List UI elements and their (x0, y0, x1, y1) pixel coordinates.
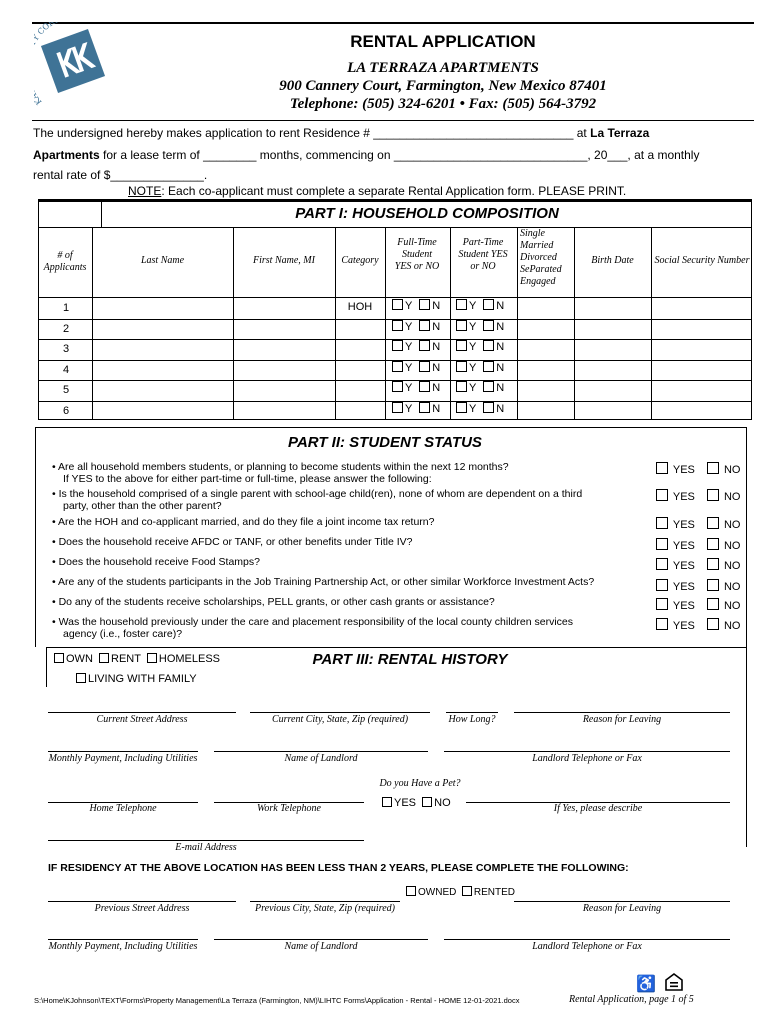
yes-checkbox[interactable] (656, 579, 668, 591)
no-checkbox[interactable] (707, 538, 719, 550)
n-label: N (432, 300, 441, 312)
part3-title: PART III: RENTAL HISTORY (312, 651, 508, 668)
current-city-label: Current City, State, Zip (required) (271, 714, 409, 725)
y-label: Y (469, 402, 477, 415)
n-label: N (432, 382, 441, 394)
col-last-name: Last Name (140, 255, 185, 266)
current-city-input[interactable] (250, 712, 430, 713)
yes-no-row-1 (656, 462, 740, 476)
y-label: Y (405, 320, 413, 333)
intro-line-1: The undersigned hereby makes application to rent Residence # ______________________________ at La Terraza (33, 126, 650, 140)
no-label: NO (723, 560, 741, 572)
yes-label: YES (672, 464, 695, 476)
row-number: 5 (62, 384, 70, 396)
prev-landlord-tel-input[interactable] (444, 939, 730, 940)
y-label: Y (469, 320, 477, 333)
no-label: NO (723, 540, 741, 552)
yes-label: YES (672, 600, 695, 612)
how-long-label: How Long? (448, 714, 496, 725)
yes-checkbox[interactable] (456, 340, 467, 351)
prev-street-label: Previous Street Address (94, 903, 190, 914)
current-street-label: Current Street Address (96, 714, 188, 725)
yes-checkbox[interactable] (456, 299, 467, 310)
rented-checkbox[interactable] (462, 886, 472, 896)
owned-option[interactable]: OWNED (406, 887, 456, 898)
prev-reason-label: Reason for Leaving (582, 903, 662, 914)
n-label: N (496, 320, 505, 333)
no-label: NO (723, 519, 741, 531)
fulltime-yn-group (392, 361, 440, 374)
intro-line-2: Apartments for a lease term of ________ months, commencing on _____________________________, 20___, at a monthly (33, 148, 700, 162)
no-checkbox[interactable] (707, 489, 719, 501)
question-2-cont: party, other than the other parent? (63, 500, 222, 512)
parttime-yn-group (456, 299, 504, 312)
yes-checkbox[interactable] (656, 618, 668, 630)
email-input[interactable] (48, 840, 364, 841)
homeless-checkbox[interactable] (147, 653, 157, 663)
y-label: Y (405, 341, 413, 353)
landlord-label: Name of Landlord (284, 753, 358, 764)
no-checkbox[interactable] (707, 462, 719, 474)
parttime-yn-group (456, 320, 504, 333)
yes-checkbox[interactable] (392, 299, 403, 310)
own-checkbox[interactable] (54, 653, 64, 663)
no-checkbox[interactable] (419, 402, 430, 413)
no-checkbox[interactable] (483, 320, 494, 331)
yes-checkbox[interactable] (392, 340, 403, 351)
n-label: N (432, 320, 441, 333)
pet-question: Do you Have a Pet? (379, 778, 461, 789)
part2-title: PART II: STUDENT STATUS (288, 434, 482, 451)
fulltime-yn-group (392, 381, 440, 394)
no-checkbox[interactable] (707, 517, 719, 529)
yes-checkbox[interactable] (656, 462, 668, 474)
n-label: N (432, 361, 441, 374)
pet-no-option[interactable]: NO (422, 797, 451, 809)
row-number: 6 (62, 404, 70, 417)
reason-label: Reason for Leaving (582, 714, 662, 725)
col-category: Category (341, 255, 379, 266)
property-phone: Telephone: (505) 324-6201 • Fax: (505) 564-3792 (289, 96, 597, 112)
part1-title: PART I: HOUSEHOLD COMPOSITION (295, 205, 559, 222)
prev-landlord-tel-label: Landlord Telephone or Fax (532, 941, 642, 952)
yes-checkbox[interactable] (392, 320, 403, 331)
yes-checkbox[interactable] (392, 361, 403, 372)
n-label: N (432, 402, 441, 415)
living-with-family-checkbox[interactable] (76, 673, 86, 683)
intro-line-3: rental rate of $______________. (33, 168, 208, 182)
company-logo (34, 22, 126, 114)
own-option[interactable]: OWN (54, 653, 93, 665)
property-name: LA TERRAZA APARTMENTS (347, 60, 539, 76)
no-checkbox[interactable] (419, 381, 430, 392)
col-status: Single Married Divorced SeParated Engaged (520, 228, 562, 287)
yes-label: YES (672, 581, 695, 593)
no-label: NO (723, 581, 741, 593)
parttime-yn-group (456, 402, 504, 415)
prev-monthly-input[interactable] (48, 939, 198, 940)
yes-label: YES (672, 491, 695, 503)
yes-checkbox[interactable] (656, 538, 668, 550)
yes-label: YES (672, 540, 695, 552)
yes-checkbox[interactable] (456, 402, 467, 413)
how-long-input[interactable] (446, 712, 498, 713)
col-fulltime: Full-Time Student YES or NO (394, 237, 440, 272)
rent-option[interactable]: RENT (99, 653, 141, 665)
no-checkbox[interactable] (419, 320, 430, 331)
yes-no-row-6 (656, 579, 740, 593)
n-label: N (496, 300, 505, 312)
y-label: Y (469, 341, 477, 353)
n-label: N (496, 341, 505, 353)
no-label: NO (723, 600, 741, 612)
yes-no-row-7 (656, 598, 740, 612)
pet-no-checkbox[interactable] (422, 797, 432, 807)
prev-city-input[interactable] (250, 901, 400, 902)
accessibility-icon: ♿ (636, 976, 656, 993)
no-label: NO (723, 464, 741, 476)
owned-checkbox[interactable] (406, 886, 416, 896)
pet-yes-option[interactable]: YES (382, 797, 416, 809)
row-category: HOH (347, 301, 373, 313)
page-number: Rental Application, page 1 of 5 (569, 994, 694, 1005)
col-first-name: First Name, MI (253, 255, 315, 266)
col-birth: Birth Date (591, 255, 634, 266)
page-title: RENTAL APPLICATION (350, 32, 536, 51)
fulltime-yn-group (392, 340, 440, 353)
yes-checkbox[interactable] (456, 381, 467, 392)
no-checkbox[interactable] (707, 598, 719, 610)
residency-note: IF RESIDENCY AT THE ABOVE LOCATION HAS BEEN LESS THAN 2 YEARS, PLEASE COMPLETE THE FOLLOWING: (48, 862, 629, 874)
yes-no-row-4 (656, 538, 740, 552)
yes-label: YES (672, 519, 695, 531)
y-label: Y (469, 300, 477, 312)
no-checkbox[interactable] (483, 299, 494, 310)
yes-checkbox[interactable] (392, 381, 403, 392)
no-checkbox[interactable] (707, 618, 719, 630)
pet-describe-label: If Yes, please describe (553, 803, 643, 814)
home-tel-label: Home Telephone (89, 803, 157, 814)
property-address: 900 Cannery Court, Farmington, New Mexico 87401 (279, 78, 607, 94)
equal-housing-icon (664, 972, 684, 995)
note: NOTE: Each co-applicant must complete a separate Rental Application form. PLEASE PRINT. (128, 184, 627, 198)
landlord-tel-label: Landlord Telephone or Fax (532, 753, 642, 764)
no-label: NO (723, 620, 741, 632)
no-checkbox[interactable] (707, 558, 719, 570)
question-2: • Is the household comprised of a single parent with school-age child(ren), none of whom are dependent on a third (52, 488, 583, 500)
yes-no-row-2 (656, 489, 740, 503)
n-label: N (496, 402, 505, 415)
current-street-input[interactable] (48, 712, 236, 713)
yes-checkbox[interactable] (456, 320, 467, 331)
no-checkbox[interactable] (483, 381, 494, 392)
housing-options (54, 653, 220, 665)
question-7: • Do any of the students receive scholarships, PELL grants, or other cash grants or assistance? (52, 596, 495, 608)
yes-checkbox[interactable] (656, 598, 668, 610)
yes-checkbox[interactable] (656, 489, 668, 501)
living-with-family-option[interactable]: LIVING WITH FAMILY (76, 673, 197, 685)
n-label: N (496, 361, 505, 374)
yes-no-row-3 (656, 517, 740, 531)
prev-city-label: Previous City, State, Zip (required) (255, 903, 395, 914)
question-3: • Are the HOH and co-applicant married, and do they file a joint income tax return? (52, 516, 435, 528)
fulltime-yn-group (392, 402, 440, 415)
question-1: • Are all household members students, or planning to become students within the next 12 months? (52, 461, 509, 473)
no-checkbox[interactable] (483, 361, 494, 372)
n-label: N (432, 341, 441, 353)
question-8-cont: agency (i.e., foster care)? (63, 628, 183, 640)
yes-no-row-5 (656, 558, 740, 572)
y-label: Y (469, 382, 477, 394)
parttime-yn-group (456, 361, 504, 374)
homeless-option[interactable]: HOMELESS (147, 653, 220, 665)
n-label: N (496, 382, 505, 394)
question-5: • Does the household receive Food Stamps? (52, 556, 260, 568)
prev-landlord-label: Name of Landlord (284, 941, 358, 952)
no-label: NO (723, 491, 741, 503)
email-label: E-mail Address (175, 842, 237, 853)
col-parttime: Part-Time Student YES or NO (458, 237, 508, 272)
prev-tenure-options (406, 886, 515, 898)
question-1-followup: If YES to the above for either part-time or full-time, please answer the following: (63, 473, 432, 485)
file-path: S:\Home\KJohnson\TEXT\Forms\Property Management\La Terraza (Farmington, NM)\LIHTC Forms\Application - Rental - HOME 12-01-2021.docx (34, 996, 520, 1005)
reason-input[interactable] (514, 712, 730, 713)
no-checkbox[interactable] (483, 340, 494, 351)
pet-yes-checkbox[interactable] (382, 797, 392, 807)
y-label: Y (405, 382, 413, 394)
parttime-yn-group (456, 381, 504, 394)
col-applicants: # of Applicants (43, 250, 87, 273)
fulltime-yn-group (392, 299, 440, 312)
row-number: 1 (62, 302, 70, 314)
question-6: • Are any of the students participants in the Job Training Partnership Act, or other similar Workforce Investment Acts? (52, 576, 595, 588)
no-checkbox[interactable] (419, 361, 430, 372)
y-label: Y (469, 361, 477, 374)
fulltime-yn-group (392, 320, 440, 333)
parttime-yn-group (456, 340, 504, 353)
prev-reason-input[interactable] (514, 901, 730, 902)
yes-checkbox[interactable] (392, 402, 403, 413)
y-label: Y (405, 300, 413, 312)
logo-text: K COR (34, 22, 57, 107)
row-number: 3 (62, 343, 70, 355)
work-tel-label: Work Telephone (257, 803, 321, 814)
row-number: 2 (62, 322, 70, 335)
landlord-tel-input[interactable] (444, 751, 730, 752)
y-label: Y (405, 361, 413, 374)
no-checkbox[interactable] (483, 402, 494, 413)
monthly-payment-label: Monthly Payment, Including Utilities (48, 753, 198, 764)
question-8: • Was the household previously under the care and placement responsibility of the local county children services (52, 616, 573, 628)
yes-no-row-8 (656, 618, 740, 632)
monthly-payment-input[interactable] (48, 751, 198, 752)
no-checkbox[interactable] (707, 579, 719, 591)
prev-landlord-input[interactable] (214, 939, 428, 940)
yes-checkbox[interactable] (656, 517, 668, 529)
yes-label: YES (672, 560, 695, 572)
no-checkbox[interactable] (419, 299, 430, 310)
prev-monthly-label: Monthly Payment, Including Utilities (48, 941, 198, 952)
header-rule (32, 120, 754, 121)
yes-label: YES (672, 620, 695, 632)
rented-option[interactable]: RENTED (462, 887, 515, 898)
row-number: 4 (62, 363, 70, 376)
question-4: • Does the household receive AFDC or TANF, or other benefits under Title IV? (52, 536, 413, 548)
pet-options (382, 797, 451, 809)
col-ssn: Social Security Number (654, 255, 750, 266)
rent-checkbox[interactable] (99, 653, 109, 663)
yes-checkbox[interactable] (656, 558, 668, 570)
yes-checkbox[interactable] (456, 361, 467, 372)
top-rule (32, 22, 754, 24)
landlord-input[interactable] (214, 751, 428, 752)
y-label: Y (405, 402, 413, 415)
no-checkbox[interactable] (419, 340, 430, 351)
prev-street-input[interactable] (48, 901, 236, 902)
